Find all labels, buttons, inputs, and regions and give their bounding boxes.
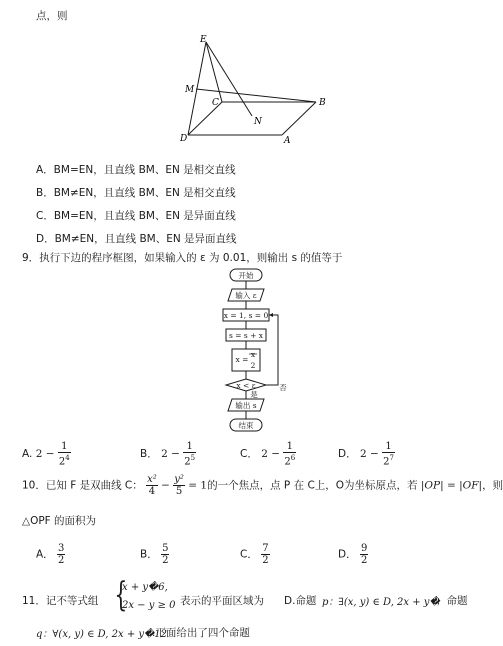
q8-option-d: D．BM≠EN，且直线 BM、EN 是异面直线 <box>36 233 237 245</box>
flow-yes: 是 <box>250 390 258 399</box>
q9-option-d: D． 2 − $\frac{1}{2^7}$ <box>338 441 394 468</box>
q11-stem-b: 表示的平面区域为 <box>180 595 264 607</box>
q11-brace: { <box>114 575 128 615</box>
q10-option-a: A． $\frac{3}{2}$ <box>36 543 65 566</box>
previous-question-fragment: 点，则 <box>36 10 68 22</box>
flowchart <box>210 266 290 436</box>
q8-option-a: A．BM=EN，且直线 BM、EN 是相交直线 <box>36 164 236 176</box>
q9-stem: 9．执行下边的程序框图，如果输入的 ε 为 0.01，则输出 s 的值等于 <box>22 252 343 264</box>
flow-loop-line <box>266 315 278 385</box>
q11-stem-a: 11．记不等式组 <box>22 595 99 607</box>
label-M: M <box>185 85 195 95</box>
flow-no: 否 <box>279 383 287 392</box>
flow-input: 输入 ε <box>235 291 257 300</box>
label-D: D <box>180 134 188 144</box>
q10-option-c: C． $\frac{7}{2}$ <box>240 543 269 566</box>
q10-stem-line1: 10．已知 F 是双曲线 C： $\frac{\text{x²}}{4}$ − $\frac{\text{y²}}{5}$ = 1的一个焦点，点 P 在 C上，O为坐标原点，若 |OP| = |OF|，则 <box>22 474 503 497</box>
flow-init: x = 1, s = 0 <box>223 311 269 320</box>
flow-end: 结束 <box>238 421 254 430</box>
q9-option-b: B． 2 − $\frac{1}{2^5}$ <box>140 441 196 468</box>
flow-halve-den: 2 <box>250 361 256 370</box>
q11-stem-d: ；命题 <box>436 595 468 607</box>
q11-ineq1: x + y�6, <box>122 582 168 593</box>
q11-stem-e: .下面给出了四个命题 <box>152 627 250 639</box>
edge-AB <box>282 102 316 135</box>
edge-EC <box>206 42 222 102</box>
q11-prop-q: q：∀(x, y) ∈ D, 2x + y�12 <box>36 629 168 640</box>
label-E: E <box>200 35 207 45</box>
label-B: B <box>319 98 326 108</box>
label-A: A <box>284 136 291 146</box>
q8-option-c: C．BM=EN，且直线 BM、EN 是异面直线 <box>36 210 236 222</box>
q8-option-b: B．BM≠EN，且直线 BM、EN 是相交直线 <box>36 187 236 199</box>
label-C: C <box>212 98 219 108</box>
flow-output: 输出 s <box>235 401 257 410</box>
q9-option-c: C． 2 − $\frac{1}{2^6}$ <box>240 441 296 468</box>
geometry-figure <box>170 32 340 147</box>
flow-start: 开始 <box>238 271 254 280</box>
q10-option-b: B． $\frac{5}{2}$ <box>140 543 169 566</box>
q10-option-d: D． $\frac{9}{2}$ <box>338 543 368 566</box>
q9-option-a: A. 2 − $\frac{1}{2^4}$ <box>22 441 70 468</box>
q10-stem-line2: △OPF 的面积为 <box>22 515 97 527</box>
flow-sum: s = s + x <box>228 331 264 340</box>
q11-prop-p: p：∃(x, y) ∈ D, 2x + y� <box>322 597 440 608</box>
flow-halve-num: x <box>250 350 256 359</box>
q11-stem-c: D.命题 <box>284 595 317 607</box>
q11-ineq2: 2x − y ≥ 0 <box>122 600 176 611</box>
flow-halve-lhs: x = <box>235 355 249 364</box>
label-N: N <box>254 117 262 127</box>
flow-cond: x < ε <box>236 381 256 390</box>
